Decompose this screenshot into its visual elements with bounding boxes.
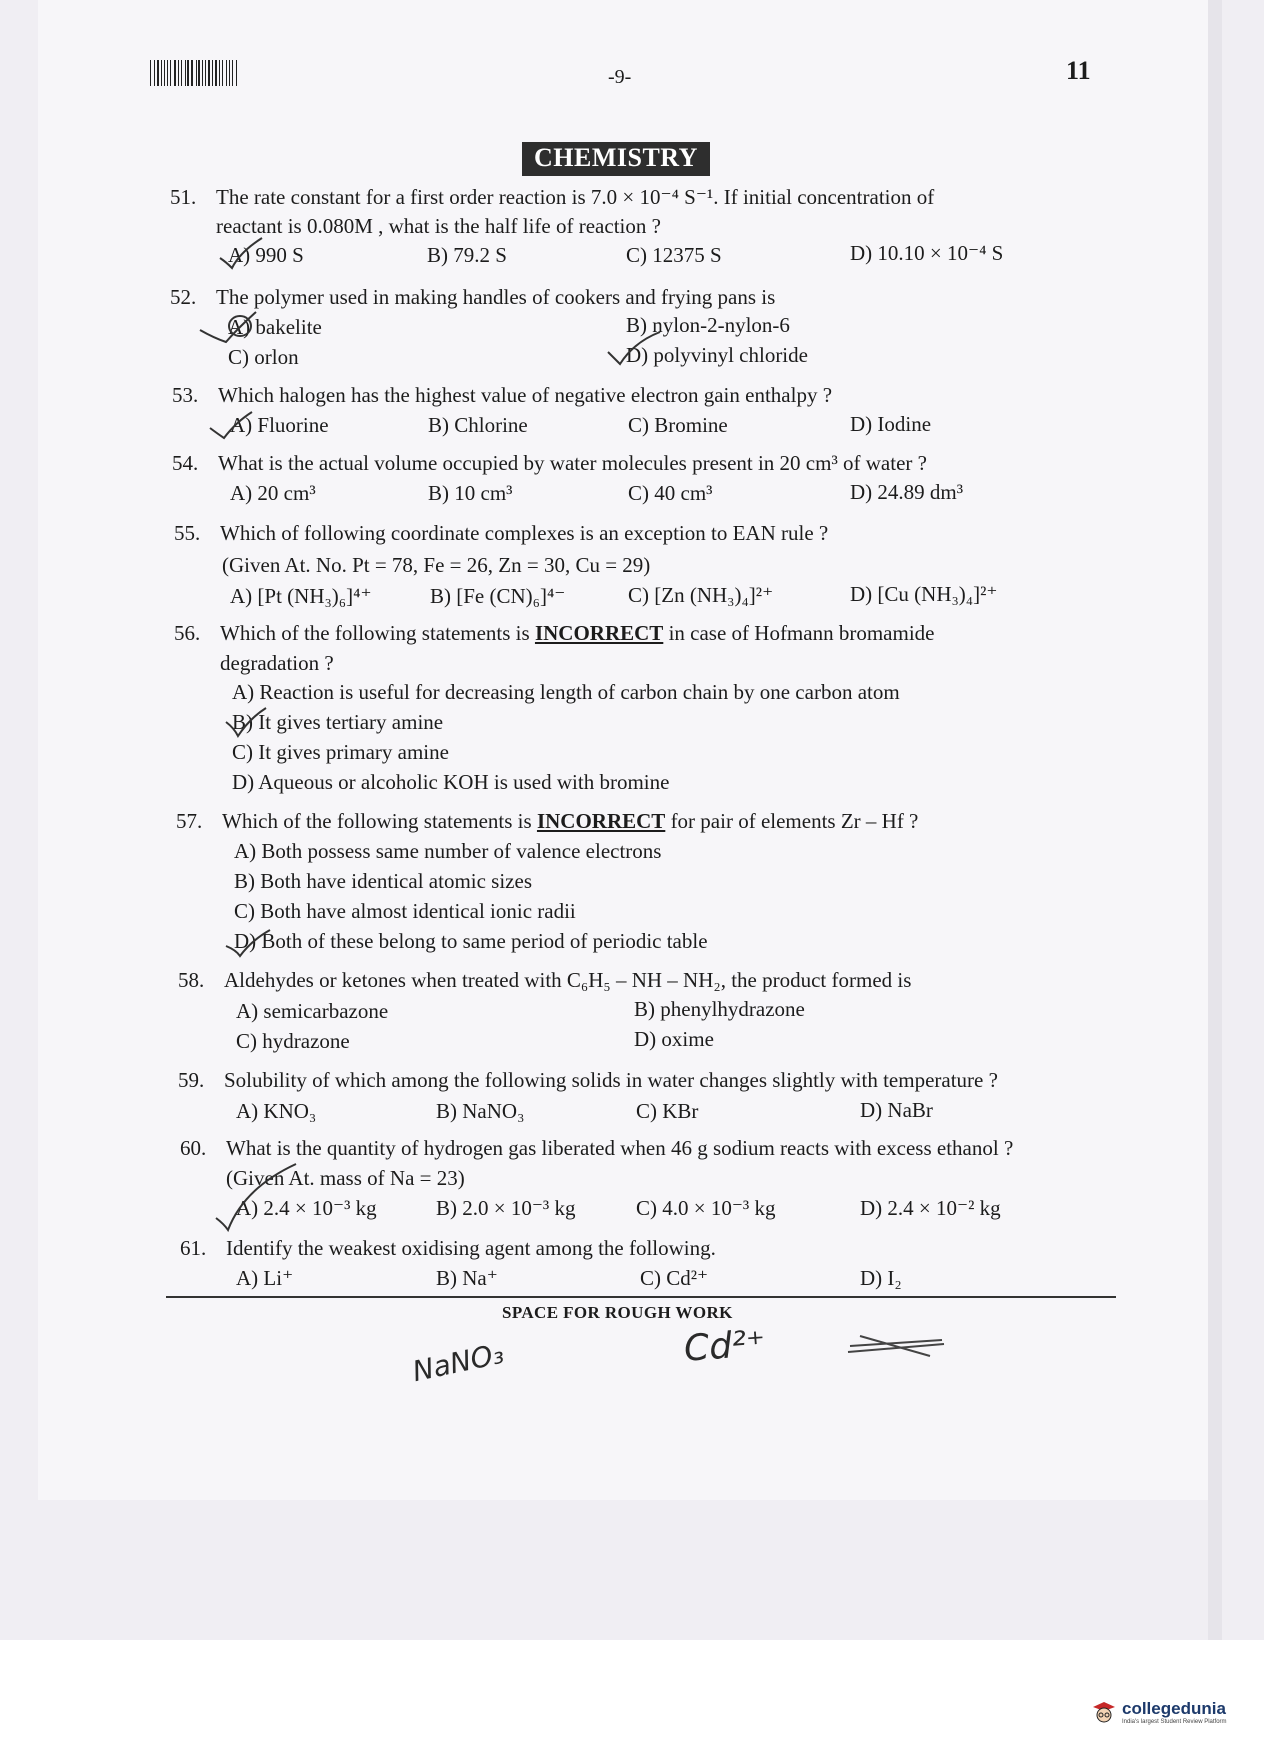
rough-work-label: SPACE FOR ROUGH WORK <box>502 1303 733 1322</box>
question-number: 54. <box>172 451 199 475</box>
option-d: D) 2.4 × 10⁻² kg <box>860 1196 1001 1220</box>
question-text-post: for pair of elements Zr – Hf ? <box>670 809 919 833</box>
question-text: What is the actual volume occupied by water molecules present in 20 cm³ of water ? <box>218 451 927 475</box>
scribble-mark <box>848 1336 944 1356</box>
tick-mark-51 <box>220 238 262 268</box>
question-number: 56. <box>174 621 201 645</box>
question-number: 58. <box>178 968 205 992</box>
option-c: C) Both have almost identical ionic radii <box>234 899 576 923</box>
question-text-pre: Which of the following statements is <box>220 621 530 645</box>
question-text: What is the quantity of hydrogen gas liberated when 46 g sodium reacts with excess ethanol ? <box>226 1136 1014 1160</box>
option-c: C) Bromine <box>628 413 728 437</box>
option-d: D) oxime <box>634 1027 714 1051</box>
question-text: Which of following coordinate complexes is an exception to EAN rule ? <box>220 521 829 545</box>
option-c: C) orlon <box>228 345 299 369</box>
option-a: A) Reaction is useful for decreasing length of carbon chain by one carbon atom <box>232 680 900 704</box>
option-a: A) 20 cm³ <box>230 481 316 505</box>
question-number: 55. <box>174 521 201 545</box>
option-b: B) Both have identical atomic sizes <box>234 869 532 893</box>
question-text: Aldehydes or ketones when treated with C₆H₅ – NH – NH₂, the product formed is <box>224 968 912 992</box>
logo-tagline: India's largest Student Review Platform <box>1122 1719 1227 1725</box>
handwritten-note-1: NaNO₃ <box>409 1336 507 1389</box>
option-d: D) 10.10 × 10⁻⁴ S <box>850 241 1004 265</box>
option-a: A) Both possess same number of valence electrons <box>234 839 662 863</box>
question-number: 59. <box>178 1068 205 1092</box>
question-number: 57. <box>176 809 203 833</box>
option-d: D) polyvinyl chloride <box>626 343 808 367</box>
page-number-center: -9- <box>608 66 632 88</box>
question-text: The rate constant for a first order reaction is 7.0 × 10⁻⁴ S⁻¹. If initial concentration of <box>216 185 935 209</box>
option-d: D) Iodine <box>850 412 932 436</box>
option-d: D) Aqueous or alcoholic KOH is used with bromine <box>232 770 670 794</box>
option-b: B) 2.0 × 10⁻³ kg <box>436 1196 576 1220</box>
option-c: C) 4.0 × 10⁻³ kg <box>636 1196 776 1220</box>
option-b: B) phenylhydrazone <box>634 997 805 1021</box>
option-a: A) 990 S <box>228 243 304 267</box>
option-d: D) Both of these belong to same period of periodic table <box>234 929 708 953</box>
question-number: 60. <box>180 1136 207 1160</box>
option-d: D) [Cu (NH₃)₄]²⁺ <box>850 582 998 606</box>
page-number-right: 11 <box>1066 56 1091 85</box>
tick-mark-57 <box>226 930 270 956</box>
tick-mark-60 <box>216 1164 296 1230</box>
option-a: A) Fluorine <box>230 413 329 437</box>
option-a: A) 2.4 × 10⁻³ kg <box>236 1196 377 1220</box>
option-b: B) It gives tertiary amine <box>232 710 444 734</box>
emphasis-incorrect: INCORRECT <box>536 809 666 833</box>
question-text: Which halogen has the highest value of negative electron gain enthalpy ? <box>218 383 833 407</box>
question-text-line2: reactant is 0.080M , what is the half life of reaction ? <box>216 214 661 238</box>
option-d: D) NaBr <box>860 1098 933 1122</box>
question-number: 51. <box>170 185 197 209</box>
option-d: D) I₂ <box>860 1266 902 1290</box>
question-text: Identify the weakest oxidising agent among the following. <box>226 1236 716 1260</box>
option-b: B) 10 cm³ <box>428 481 513 505</box>
handwritten-note-2: Cd²⁺ <box>682 1323 767 1370</box>
question-text: Solubility of which among the following solids in water changes slightly with temperature ? <box>224 1068 998 1092</box>
option-b: B) Chlorine <box>428 413 528 437</box>
option-a: A) bakelite <box>228 315 322 339</box>
footer-rule <box>166 1296 1116 1298</box>
option-c: C) hydrazone <box>236 1029 350 1053</box>
emphasis-incorrect: INCORRECT <box>534 621 664 645</box>
option-c: C) It gives primary amine <box>232 740 449 764</box>
option-a: A) Li⁺ <box>236 1266 294 1290</box>
option-a: A) [Pt (NH₃)₆]⁴⁺ <box>230 584 372 608</box>
tick-mark-53 <box>210 412 252 438</box>
question-text-post: in case of Hofmann bromamide <box>668 621 935 645</box>
option-b: B) 79.2 S <box>427 243 507 267</box>
option-c: C) 12375 S <box>626 243 722 267</box>
tick-mark-52 <box>200 312 256 342</box>
question-number: 53. <box>172 383 199 407</box>
question-text: The polymer used in making handles of cookers and frying pans is <box>216 285 776 309</box>
question-number: 52. <box>170 285 197 309</box>
option-b: B) NaNO₃ <box>436 1099 525 1123</box>
option-a: A) semicarbazone <box>236 999 389 1023</box>
collegedunia-logo <box>1090 1698 1227 1726</box>
option-b: B) Na⁺ <box>436 1266 498 1290</box>
option-a: A) KNO₃ <box>236 1099 317 1123</box>
question-text-line2: degradation ? <box>220 651 334 675</box>
option-c: C) Cd²⁺ <box>640 1266 709 1290</box>
option-b: B) [Fe (CN)₆]⁴⁻ <box>430 584 566 608</box>
option-b: B) nylon-2-nylon-6 <box>626 313 790 337</box>
logo-mascot-icon <box>1090 1698 1118 1726</box>
option-c: C) KBr <box>636 1099 699 1123</box>
option-c: C) 40 cm³ <box>628 481 713 505</box>
option-d: D) 24.89 dm³ <box>850 480 964 504</box>
tick-mark-56 <box>226 708 266 736</box>
question-number: 61. <box>180 1236 207 1260</box>
question-text-line2: (Given At. mass of Na = 23) <box>226 1166 465 1190</box>
section-title: CHEMISTRY <box>522 142 710 176</box>
logo-brand-text: collegedunia <box>1122 1699 1226 1718</box>
tick-mark-52d <box>608 332 660 364</box>
question-text-pre: Which of the following statements is <box>222 809 532 833</box>
option-c: C) [Zn (NH₃)₄]²⁺ <box>628 583 774 607</box>
question-text-line2: (Given At. No. Pt = 78, Fe = 26, Zn = 30, Cu = 29) <box>222 553 651 577</box>
